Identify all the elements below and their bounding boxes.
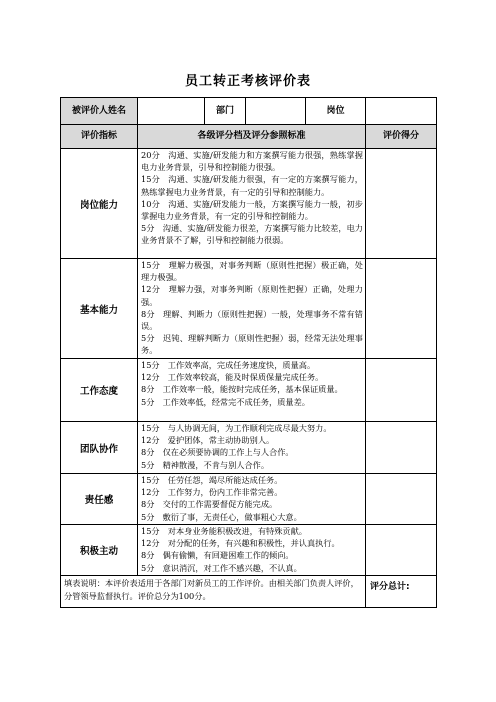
dept-label: 部门 [205,98,246,125]
table-row [61,359,437,422]
criteria-item: 20分 沟通、实施/研发能力和方案撰写能力很强，熟练掌握电力业务背景，引导和控制能力很强。 [141,150,363,173]
table-row [61,259,437,359]
indicator-cell: 岗位能力 [61,149,138,259]
criteria-item: 12分 理解力强，对事务判断（原则性把握）正确，处理力强。 [141,284,363,307]
criteria-item: 8分 仅在必须要协调的工作上与人合作。 [141,447,294,458]
criteria-item: 15分 对本身业务能积极改进，有特殊贡献。 [141,526,307,536]
evaluation-table [60,97,437,608]
table-row [61,474,437,525]
criteria-item: 8分 偶有偷懒，有回避困难工作的倾向。 [141,550,294,561]
info-row [61,98,437,125]
criteria-item: 5分 精神散漫，不肯与别人合作。 [141,459,270,470]
score-cell[interactable] [366,359,437,422]
criteria-item: 12分 爱护团体，常主动协助别人。 [141,435,275,446]
score-header: 评价得分 [366,125,437,149]
criteria-cell [138,259,366,359]
criteria-item: 8分 理解、判断力（原则性把握）一般，处理事务不常有错误。 [141,308,363,332]
name-field[interactable] [138,98,205,125]
indicator-cell: 责任感 [61,474,138,525]
criteria-item: 15分 任劳任怨，竭尽所能达成任务。 [141,475,283,485]
footer-row [61,576,437,608]
criteria-item: 15分 沟通、实施/研发能力很强，有一定的方案撰写能力，熟练掌握电力业务背景，有一定的引导和控制能力。 [141,174,363,197]
score-cell[interactable] [366,259,437,359]
table-row [61,422,437,474]
criteria-cell [138,149,366,259]
criteria-item: 15分 工作效率高，完成任务速度快，质量高。 [141,360,316,370]
criteria-item: 5分 工作效率低，经常完不成任务，质量差。 [141,396,310,407]
instructions-note: 填表说明：本评价表适用于各部门对新员工的工作评价。由相关部门负责人评价，分管领导监督执行。评价总分为100分。 [61,576,366,608]
criteria-cell [138,359,366,422]
dept-field[interactable] [246,98,306,125]
criteria-item: 5分 敷衍了事，无责任心，做事粗心大意。 [141,511,302,522]
indicator-cell: 工作态度 [61,359,138,422]
criteria-item: 10分 沟通、实施/研发能力一般，方案撰写能力一般，初步掌握电力业务背景，有一定的引导和控制能力。 [141,198,363,222]
total-score-label: 评分总计: [370,582,410,592]
score-cell[interactable] [366,149,437,259]
criteria-item: 5分 沟通、实施/研发能力很差，方案撰写能力比较差，电力业务背景不了解，引导和控制能力很弱。 [141,223,363,246]
criteria-item: 5分 意识消沉，对工作不感兴趣，不认真。 [141,562,302,573]
standards-header: 各级评分档及评分参照标准 [138,125,366,149]
criteria-item: 8分 交付的工作需要督促方能完成。 [141,499,278,510]
header-row [61,125,437,149]
total-score-cell[interactable] [366,576,437,608]
name-label: 被评价人姓名 [61,98,138,125]
criteria-item: 15分 理解力极强，对事务判断（原则性把握）极正确，处理力极强。 [141,260,363,283]
criteria-item: 12分 工作效率较高，能及时保质保量完成任务。 [141,372,324,383]
table-row [61,525,437,576]
criteria-item: 12分 工作努力，份内工作非常完善。 [141,487,283,498]
criteria-cell [138,525,366,576]
criteria-item: 5分 迟钝、理解判断力（原则性把握）弱，经常无法处理事务。 [141,333,363,356]
criteria-item: 12分 对分配的任务，有兴趣和积极性，并认真执行。 [141,538,340,549]
score-cell[interactable] [366,474,437,525]
indicator-cell: 基本能力 [61,259,138,359]
table-row [61,149,437,259]
indicator-header: 评价指标 [61,125,138,149]
score-cell[interactable] [366,422,437,474]
criteria-cell [138,474,366,525]
score-cell[interactable] [366,525,437,576]
indicator-cell: 积极主动 [61,525,138,576]
criteria-cell [138,422,366,474]
page-title: 员工转正考核评价表 [184,74,311,89]
indicator-cell: 团队协作 [61,422,138,474]
position-label: 岗位 [306,98,366,125]
criteria-item: 8分 工作效率一般，能按时完成任务，基本保证质量。 [141,384,343,395]
position-field[interactable] [366,98,437,125]
criteria-item: 15分 与人协调无间，为工作顺利完成尽最大努力。 [141,423,332,433]
